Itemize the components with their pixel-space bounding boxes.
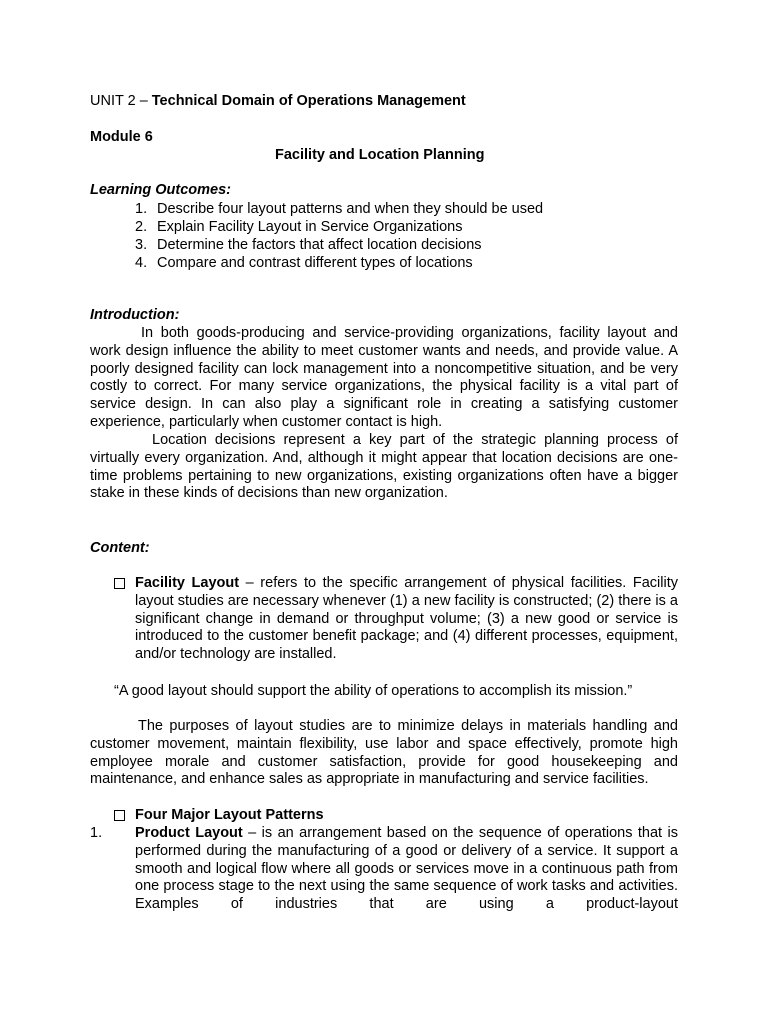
content-heading: Content: [90,540,150,556]
introduction-heading: Introduction: [90,307,180,323]
module-label: Module 6 [90,129,153,145]
learning-outcomes-list [135,200,543,272]
product-layout-number: 1. [90,825,103,841]
intro-paragraph-2: Location decisions represent a key part of the strategic planning process of virtually every organization. And, although it might appear that location decisions are one-time problems pertaining to new organizations, existing organizations often have a bigger stake in these kinds of decisions than new organization. [90,432,678,502]
list-item: 1. Describe four layout patterns and when they should be used [135,201,544,217]
product-layout-definition: Product Layout – is an arrangement based on the sequence of operations that is performed during the manufacturing of a good or delivery of a service. It support a smooth and logical flow where all goods or services move in a continuous path from one process stage to the next using the same sequence of work tasks and activities. Examples of industries that are using a product-layout [135,825,678,913]
layout-quote: “A good layout should support the ability of operations to accomplish its mission.” [114,683,633,699]
learning-outcomes-heading: Learning Outcomes: [90,182,231,198]
layout-patterns-heading: Four Major Layout Patterns [135,807,324,823]
intro-paragraph-1: In both goods-producing and service-providing organizations, facility layout and work design influence the ability to meet customer wants and needs, and provide value. A poorly designed facility can lock management into a noncompetitive situation, and be very costly to correct. For many service organizations, the physical facility is a vital part of service design. In can also play a significant role in creating a satisfying customer experience, particularly when customer contact is high. [90,325,678,430]
list-item: 4. Compare and contrast different types of locations [135,255,473,271]
page-title: Facility and Location Planning [275,147,485,163]
unit-heading [90,93,466,109]
list-item: 2. Explain Facility Layout in Service Organizations [135,219,463,235]
list-item: 3. Determine the factors that affect location decisions [135,237,482,253]
unit-prefix: UNIT 2 – [90,93,152,109]
checkbox-bullet-icon [114,578,125,589]
unit-title: Technical Domain of Operations Management [151,93,466,109]
purposes-paragraph: The purposes of layout studies are to minimize delays in materials handling and customer movement, maintain flexibility, use labor and space effectively, promote high employee morale and customer satisfaction, provide for good housekeeping and maintenance, and enhance sales as appropriate in manufacturing and service facilities. [90,718,678,788]
checkbox-bullet-icon [114,810,125,821]
facility-layout-definition: Facility Layout – refers to the specific arrangement of physical facilities. Facility layout studies are necessary whenever (1) a new facility is constructed; (2) there is a significant change in demand or throughput volume; (3) a new good or service is introduced to the customer benefit package; and (4) different processes, equipment, and/or technology are installed. [135,575,678,663]
